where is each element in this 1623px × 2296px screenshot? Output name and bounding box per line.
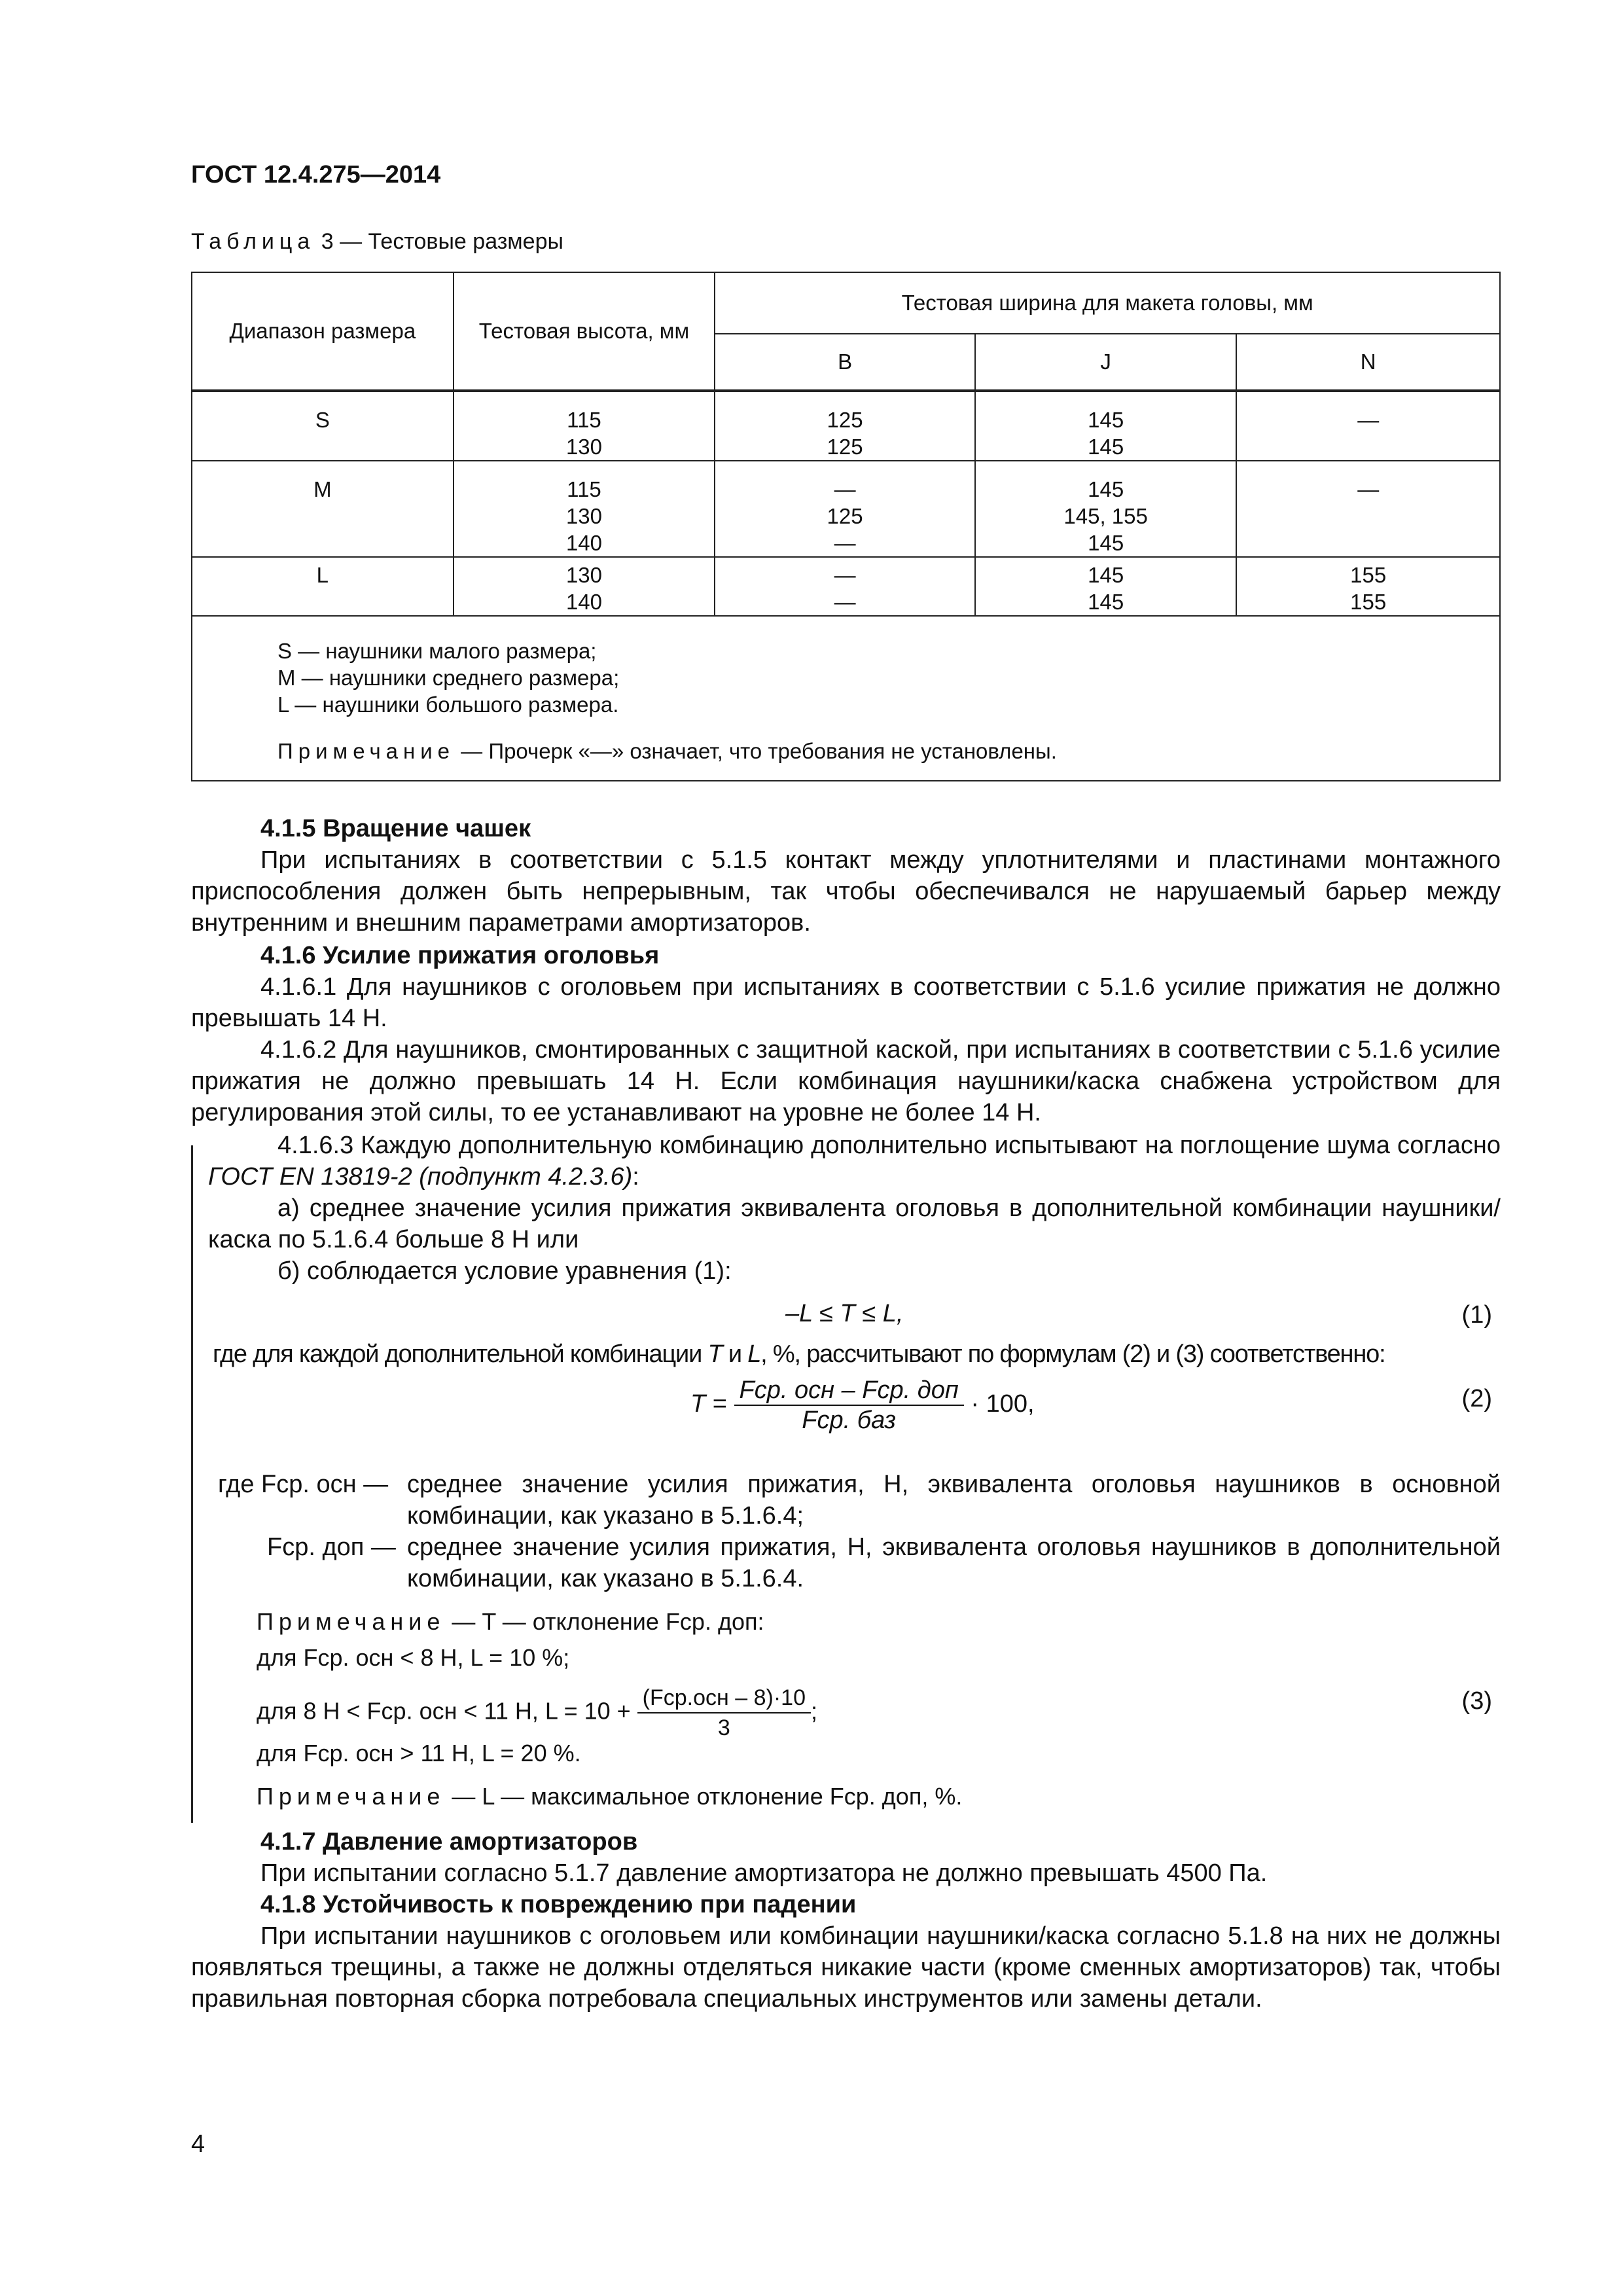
fraction-denominator: 3 bbox=[717, 1715, 730, 1740]
test-sizes-table bbox=[191, 272, 1501, 781]
paragraph-4-1-7: При испытании согласно 5.1.7 давление амортизатора не должно превышать 4500 Па. bbox=[260, 1859, 1268, 1887]
section-title-4-1-8: 4.1.8 Устойчивость к повреждению при падении bbox=[260, 1891, 857, 1918]
header-col-n: N bbox=[1236, 334, 1500, 391]
equation-3-number: (3) bbox=[1461, 1687, 1492, 1715]
list-item-b: б) соблюдается условие уравнения (1): bbox=[277, 1257, 732, 1285]
legend-item: S — наушники малого размера; bbox=[277, 639, 597, 663]
note-label: Примечание bbox=[257, 1608, 446, 1635]
table-note-label: Примечание bbox=[277, 739, 455, 763]
legend-item: M — наушники среднего размера; bbox=[277, 666, 620, 690]
header-col-j: J bbox=[975, 334, 1237, 391]
table-note bbox=[277, 738, 1499, 764]
height-value: 130 bbox=[565, 435, 603, 459]
header-size-range: Диапазон размера bbox=[192, 272, 454, 391]
height-value: 115 bbox=[567, 477, 601, 501]
change-bar bbox=[191, 1145, 193, 1823]
condition-text: ; bbox=[810, 1697, 817, 1725]
list-item-a: а) среднее значение усилия прижатия эквивалента оголовья в дополнительной комбинации наушники/каска по 5.1.6.4 больше 8 Н или bbox=[208, 1194, 1501, 1253]
section-title-4-1-5: 4.1.5 Вращение чашек bbox=[260, 815, 531, 842]
b-value: 125 bbox=[827, 504, 863, 528]
b-value: 125 bbox=[827, 408, 863, 432]
condition-2 bbox=[257, 1683, 817, 1742]
equation-tail: · 100, bbox=[963, 1390, 1035, 1418]
n-value: — bbox=[1357, 408, 1380, 432]
table-note-text: — Прочерк «—» означает, что требования не установлены. bbox=[455, 739, 1057, 763]
equation-2 bbox=[690, 1376, 1035, 1435]
j-value: 145 bbox=[1088, 563, 1124, 587]
fraction bbox=[637, 1683, 811, 1742]
paragraph-text: : bbox=[632, 1163, 639, 1191]
b-value: — bbox=[834, 477, 856, 501]
fraction-numerator: Fср. осн – Fср. доп bbox=[734, 1376, 964, 1406]
header-col-b: B bbox=[715, 334, 975, 391]
definition-text-2: среднее значение усилия прижатия, Н, эквивалента оголовья наушников в дополнительной комбинации, как указано в 5.1.6.4. bbox=[407, 1534, 1501, 1592]
size-cell: M bbox=[313, 477, 332, 501]
j-value: 145 bbox=[1088, 435, 1124, 459]
legend-item: L — наушники большого размера. bbox=[277, 692, 619, 717]
table-row bbox=[192, 391, 1500, 461]
j-value: 145 bbox=[1088, 531, 1124, 555]
page-number: 4 bbox=[191, 2130, 205, 2158]
table-caption bbox=[191, 229, 563, 255]
note-text: — T — отклонение Fср. доп: bbox=[445, 1608, 764, 1635]
table-caption-text: 3 — Тестовые размеры bbox=[315, 229, 563, 254]
paragraph-4-1-6-3 bbox=[208, 1130, 1501, 1193]
note-label: Примечание bbox=[257, 1783, 446, 1810]
j-value: 145 bbox=[1088, 477, 1124, 501]
j-value: 145, 155 bbox=[1063, 504, 1148, 528]
symbol-l: L bbox=[747, 1340, 761, 1368]
size-cell: S bbox=[315, 408, 330, 432]
height-value: 115 bbox=[567, 408, 601, 432]
height-value: 140 bbox=[565, 531, 603, 555]
section-title-4-1-7: 4.1.7 Давление амортизаторов bbox=[260, 1828, 638, 1856]
document-header: ГОСТ 12.4.275—2014 bbox=[191, 161, 441, 188]
symbol-t: T bbox=[690, 1390, 706, 1418]
section-title-4-1-6: 4.1.6 Усилие прижатия оголовья bbox=[260, 942, 660, 969]
j-value: 145 bbox=[1088, 590, 1124, 614]
height-value: 130 bbox=[565, 504, 603, 528]
fraction bbox=[734, 1376, 964, 1435]
definition-text-1: среднее значение усилия прижатия, Н, эквивалента оголовья наушников в основной комбинации, как указано в 5.1.6.4; bbox=[407, 1471, 1501, 1530]
paragraph-4-1-6-1: 4.1.6.1 Для наушников с оголовьем при испытаниях в соответствии с 5.1.6 усилие прижатия не должно превышать 14 Н. bbox=[191, 973, 1501, 1032]
j-value: 145 bbox=[1088, 408, 1124, 432]
paragraph-text: 4.1.6.3 Каждую дополнительную комбинацию дополнительно испытывают на поглощение шума согласно bbox=[277, 1132, 1501, 1159]
table-caption-label: Таблица bbox=[191, 229, 315, 254]
b-value: — bbox=[834, 531, 856, 555]
b-value: — bbox=[834, 590, 856, 614]
b-value: 125 bbox=[827, 435, 863, 459]
where-statement bbox=[213, 1338, 1501, 1370]
paragraph-4-1-8: При испытании наушников с оголовьем или комбинации наушники/каска согласно 5.1.8 на них не должны появляться трещины, а также не должны отделяться никакие части (кроме сменных амортизаторов) так, чтобы правильная повторная сборка потребовала специальных инструментов или замены детали. bbox=[191, 1922, 1501, 2013]
height-value: 140 bbox=[565, 590, 603, 614]
table-row bbox=[192, 461, 1500, 557]
note-max-deviation bbox=[257, 1782, 962, 1812]
header-test-height: Тестовая высота, мм bbox=[454, 272, 715, 391]
size-cell: L bbox=[316, 563, 329, 587]
equation-2-number: (2) bbox=[1461, 1385, 1492, 1412]
equals-sign: = bbox=[705, 1390, 734, 1418]
paragraph-4-1-5: При испытаниях в соответствии с 5.1.5 контакт между уплотнителями и пластинами монтажного приспособления должен быть непрерывным, так чтобы обеспечивался не нарушаемый барьер между внутренним и внешним параметрами амортизаторов. bbox=[191, 846, 1501, 937]
paragraph-text: и bbox=[722, 1340, 748, 1368]
table-notes-row bbox=[192, 616, 1500, 781]
definition-symbol-1: где Fср. осн — bbox=[218, 1471, 389, 1498]
n-value: 155 bbox=[1350, 590, 1387, 614]
condition-1: для Fср. осн < 8 Н, L = 10 %; bbox=[257, 1644, 570, 1671]
note-text: — L — максимальное отклонение Fср. доп, %. bbox=[445, 1783, 963, 1810]
fraction-denominator: Fср. баз bbox=[802, 1407, 897, 1434]
equation-1-number: (1) bbox=[1461, 1301, 1492, 1329]
table-row bbox=[192, 557, 1500, 616]
height-value: 130 bbox=[565, 563, 603, 587]
b-value: — bbox=[834, 563, 856, 587]
condition-text: для 8 Н < Fср. осн < 11 Н, L = 10 + bbox=[257, 1697, 637, 1725]
symbol-t: T bbox=[707, 1340, 722, 1368]
paragraph-text: где для каждой дополнительной комбинации bbox=[213, 1340, 708, 1368]
condition-3: для Fср. осн > 11 Н, L = 20 %. bbox=[257, 1740, 581, 1767]
standard-reference: ГОСТ EN 13819-2 (подпункт 4.2.3.6) bbox=[208, 1163, 633, 1191]
n-value: — bbox=[1357, 477, 1380, 501]
n-value: 155 bbox=[1350, 563, 1387, 587]
paragraph-text: , %, рассчитывают по формулам (2) и (3) соответственно: bbox=[760, 1340, 1385, 1368]
note-deviation bbox=[257, 1607, 764, 1637]
paragraph-4-1-6-2: 4.1.6.2 Для наушников, смонтированных с защитной каской, при испытаниях в соответствии с 5.1.6 усилие прижатия не должно превышать 14 Н. Если комбинация наушники/каска снабжена устройством для регулирования этой силы, то ее устанавливают на уровне не более 14 Н. bbox=[191, 1036, 1501, 1126]
fraction-numerator: (Fср.осн – 8)·10 bbox=[637, 1683, 811, 1713]
equation-1: –L ≤ T ≤ L, bbox=[785, 1300, 904, 1327]
definition-symbol-2: Fср. доп — bbox=[267, 1534, 396, 1561]
header-test-width: Тестовая ширина для макета головы, мм bbox=[715, 272, 1500, 334]
